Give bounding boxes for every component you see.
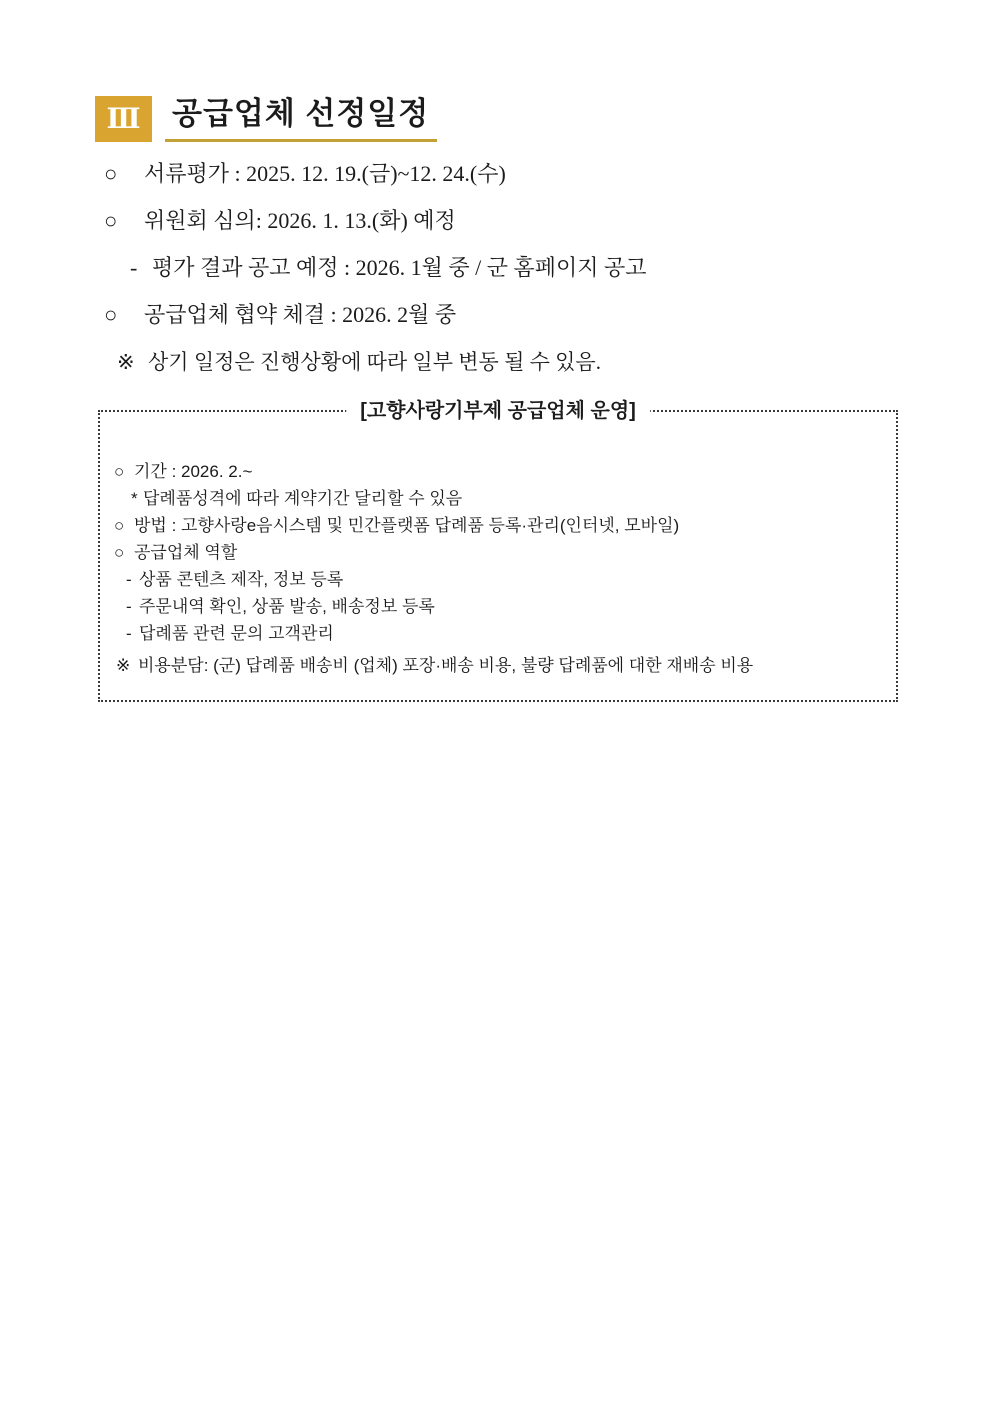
section-number: Ⅲ (106, 104, 141, 135)
box-subline (126, 621, 896, 647)
box-note-text: 비용분담: (군) 답례품 배송비 (업체) 포장·배송 비용, 불량 답례품에 대한 재배송 비용 (138, 656, 754, 675)
reference-mark: ※ (117, 350, 135, 374)
asterisk-marker: * (131, 489, 138, 508)
circle-bullet-marker: ○ (104, 208, 118, 233)
box-line-text: 공급업체 역할 (134, 543, 238, 562)
schedule-item (104, 162, 992, 186)
schedule-item-text: 공급업체 협약 체결 : 2026. 2월 중 (144, 302, 457, 327)
box-line-text: 기간 : 2026. 2.~ (134, 462, 253, 481)
title-underline (165, 96, 437, 142)
schedule-subitem (130, 256, 992, 280)
page-title: 공급업체 선정일정 (172, 96, 430, 131)
box-note (116, 653, 896, 679)
box-line (114, 540, 896, 566)
reference-mark: ※ (116, 656, 131, 675)
operation-box-title: [고향사랑기부제 공급업체 운영] (346, 397, 650, 425)
schedule-item-text: 평가 결과 공고 예정 : 2026. 1월 중 / 군 홈페이지 공고 (152, 255, 647, 280)
schedule-item-text: 위원회 심의: 2026. 1. 13.(화) 예정 (144, 208, 456, 233)
schedule-item (104, 303, 992, 327)
schedule-item-text: 서류평가 : 2025. 12. 19.(금)~12. 24.(수) (144, 161, 506, 186)
box-line (114, 459, 896, 485)
box-subline (126, 567, 896, 593)
operation-box (98, 400, 898, 702)
circle-bullet-marker: ○ (114, 516, 125, 535)
section-number-badge (95, 96, 152, 142)
circle-bullet-marker: ○ (114, 462, 125, 481)
box-line-text: 답례품 관련 문의 고객관리 (139, 624, 334, 643)
box-subline (131, 486, 896, 512)
box-line-text: 상품 콘텐츠 제작, 정보 등록 (139, 570, 344, 589)
schedule-note (117, 350, 992, 374)
section-header (95, 96, 437, 142)
dash-bullet-marker: - (126, 570, 132, 589)
schedule-note-text: 상기 일정은 진행상황에 따라 일부 변동 될 수 있음. (148, 350, 601, 374)
schedule-list (0, 162, 992, 374)
dash-bullet-marker: - (130, 255, 138, 280)
dash-bullet-marker: - (126, 597, 132, 616)
box-line (114, 513, 896, 539)
circle-bullet-marker: ○ (104, 302, 118, 327)
circle-bullet-marker: ○ (104, 161, 118, 186)
box-subline (126, 594, 896, 620)
schedule-item (104, 209, 992, 233)
box-line-text: 방법 : 고향사랑e음시스템 및 민간플랫폼 답례품 등록·관리(인터넷, 모바일) (134, 516, 680, 535)
dash-bullet-marker: - (126, 624, 132, 643)
box-line-text: 주문내역 확인, 상품 발송, 배송정보 등록 (139, 597, 435, 616)
box-line-text: 답례품성격에 따라 계약기간 달리할 수 있음 (143, 489, 463, 508)
circle-bullet-marker: ○ (114, 543, 125, 562)
